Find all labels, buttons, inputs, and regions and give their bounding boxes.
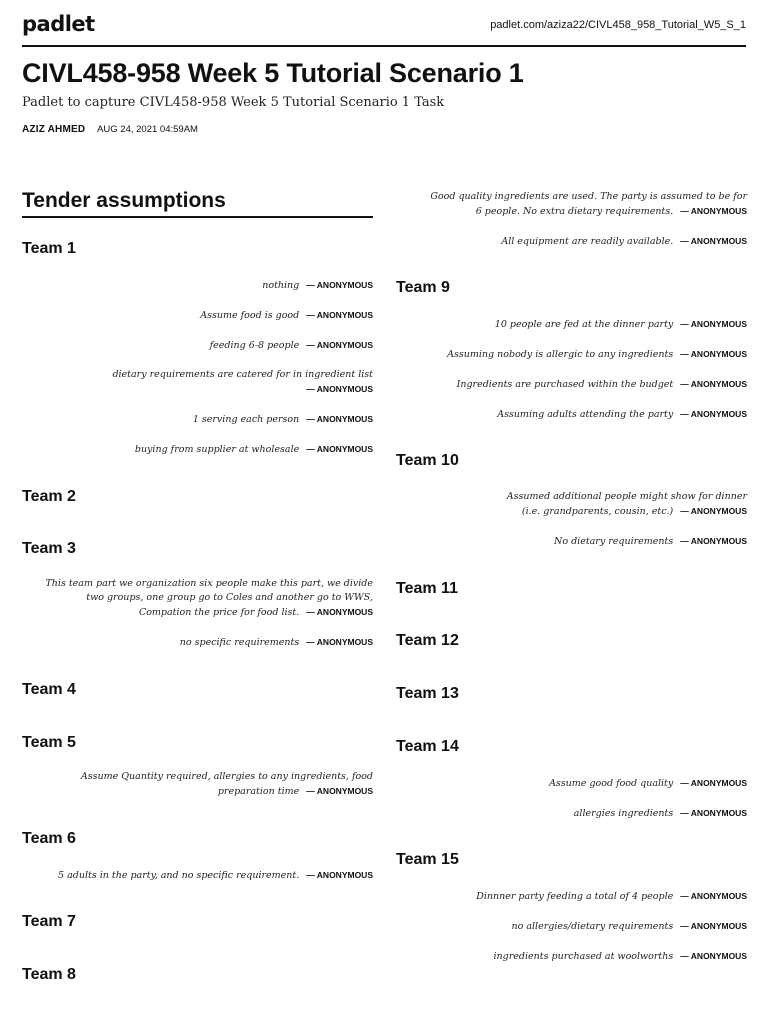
- post-card[interactable]: [396, 190, 747, 219]
- post-text: All equipment are readily available.: [501, 236, 674, 247]
- post-text: Good quality ingredients are used. The party is assumed to be for 6 people. No extra dietary requirements.: [430, 191, 747, 217]
- post-card[interactable]: [22, 412, 373, 427]
- post-card[interactable]: [396, 347, 747, 362]
- padlet-logo[interactable]: padlet: [22, 12, 95, 36]
- post-author: — ANONYMOUS: [680, 506, 747, 516]
- team-7-heading: Team 7: [22, 913, 76, 930]
- post-card[interactable]: [396, 949, 747, 964]
- post-author: — ANONYMOUS: [680, 891, 747, 901]
- post-card[interactable]: [396, 490, 747, 519]
- post-card[interactable]: [22, 635, 373, 650]
- post-card[interactable]: [22, 368, 373, 397]
- post-text: 5 adults in the party, and no specific requirement.: [58, 870, 300, 881]
- post-card[interactable]: [22, 868, 373, 883]
- post-author: — ANONYMOUS: [306, 637, 373, 647]
- post-text: Assume Quantity required, allergies to any ingredients, food preparation time: [80, 771, 373, 797]
- post-card[interactable]: [22, 442, 373, 457]
- post-text: Ingredients are purchased within the budget: [456, 379, 674, 390]
- team-6-heading: Team 6: [22, 830, 76, 847]
- post-card[interactable]: [396, 889, 747, 904]
- post-card[interactable]: [396, 534, 747, 549]
- post-text: Assuming nobody is allergic to any ingredients: [447, 349, 674, 360]
- team-14-heading: Team 14: [396, 738, 459, 755]
- post-card[interactable]: [396, 377, 747, 392]
- team-15-heading: Team 15: [396, 851, 459, 868]
- post-author: — ANONYMOUS: [306, 607, 373, 617]
- post-author: — ANONYMOUS: [680, 349, 747, 359]
- team-11-heading: Team 11: [396, 580, 458, 597]
- post-card[interactable]: [396, 919, 747, 934]
- post-author: — ANONYMOUS: [680, 319, 747, 329]
- team-10-heading: Team 10: [396, 452, 459, 469]
- team-3-heading: Team 3: [22, 540, 76, 557]
- post-author: — ANONYMOUS: [680, 951, 747, 961]
- team-12-heading: Team 12: [396, 632, 459, 649]
- post-author: — ANONYMOUS: [306, 280, 373, 290]
- post-card[interactable]: [396, 776, 747, 791]
- post-text: no allergies/dietary requirements: [511, 921, 674, 932]
- post-text: feeding 6-8 people: [209, 340, 300, 351]
- post-author: — ANONYMOUS: [680, 808, 747, 818]
- post-card[interactable]: [22, 577, 373, 620]
- post-text: nothing: [262, 280, 300, 291]
- team-4-heading: Team 4: [22, 681, 76, 698]
- post-text: Assume food is good: [200, 310, 300, 321]
- team-8-heading: Team 8: [22, 966, 76, 983]
- post-author: — ANONYMOUS: [306, 444, 373, 454]
- post-card[interactable]: [396, 806, 747, 821]
- post-author: — ANONYMOUS: [680, 409, 747, 419]
- post-text: buying from supplier at wholesale: [134, 444, 300, 455]
- post-card[interactable]: [22, 338, 373, 353]
- post-author: — ANONYMOUS: [306, 414, 373, 424]
- post-text: allergies ingredients: [573, 808, 674, 819]
- post-author: — ANONYMOUS: [306, 384, 373, 394]
- top-bar: [22, 0, 746, 47]
- post-card[interactable]: [22, 278, 373, 293]
- post-card[interactable]: [396, 317, 747, 332]
- page-title: CIVL458-958 Week 5 Tutorial Scenario 1: [22, 58, 524, 88]
- post-text: dietary requirements are catered for in ingredient list: [112, 369, 373, 380]
- post-card[interactable]: [22, 308, 373, 323]
- team-2-heading: Team 2: [22, 488, 76, 505]
- post-author: — ANONYMOUS: [680, 921, 747, 931]
- post-author: — ANONYMOUS: [680, 536, 747, 546]
- post-author: — ANONYMOUS: [680, 778, 747, 788]
- post-card[interactable]: [396, 407, 747, 422]
- post-text: 10 people are fed at the dinner party: [494, 319, 674, 330]
- author-meta: [22, 124, 198, 135]
- post-text: Assume good food quality: [549, 778, 674, 789]
- post-author: — ANONYMOUS: [680, 236, 747, 246]
- post-text: Assuming adults attending the party: [497, 409, 674, 420]
- post-author: — ANONYMOUS: [306, 870, 373, 880]
- team-1-heading: Team 1: [22, 240, 76, 257]
- post-text: This team part we organization six people make this part, we divide two groups, one group go to Coles and another go to WWS, Compation the price for food list.: [45, 578, 373, 618]
- post-author: — ANONYMOUS: [306, 310, 373, 320]
- team-9-heading: Team 9: [396, 279, 450, 296]
- post-date: AUG 24, 2021 04:59AM: [97, 124, 198, 135]
- post-card[interactable]: [22, 770, 373, 799]
- padlet-url-link[interactable]: padlet.com/aziza22/CIVL458_958_Tutorial_W5_S_1: [490, 19, 746, 31]
- section-heading: Tender assumptions: [22, 189, 373, 218]
- post-text: Assumed additional people might show for dinner (i.e. grandparents, cousin, etc.): [506, 491, 747, 517]
- post-text: no specific requirements: [179, 637, 300, 648]
- page-description: Padlet to capture CIVL458-958 Week 5 Tutorial Scenario 1 Task: [22, 95, 445, 110]
- post-card[interactable]: [396, 234, 747, 249]
- post-text: ingredients purchased at woolworths: [493, 951, 674, 962]
- team-5-heading: Team 5: [22, 734, 76, 751]
- post-author: — ANONYMOUS: [306, 786, 373, 796]
- post-text: No dietary requirements: [554, 536, 674, 547]
- post-author: — ANONYMOUS: [306, 340, 373, 350]
- post-text: 1 serving each person: [192, 414, 300, 425]
- post-author: — ANONYMOUS: [680, 379, 747, 389]
- author-name: AZIZ AHMED: [22, 124, 86, 135]
- team-13-heading: Team 13: [396, 685, 459, 702]
- post-text: Dinnner party feeding a total of 4 people: [476, 891, 674, 902]
- post-author: — ANONYMOUS: [680, 206, 747, 216]
